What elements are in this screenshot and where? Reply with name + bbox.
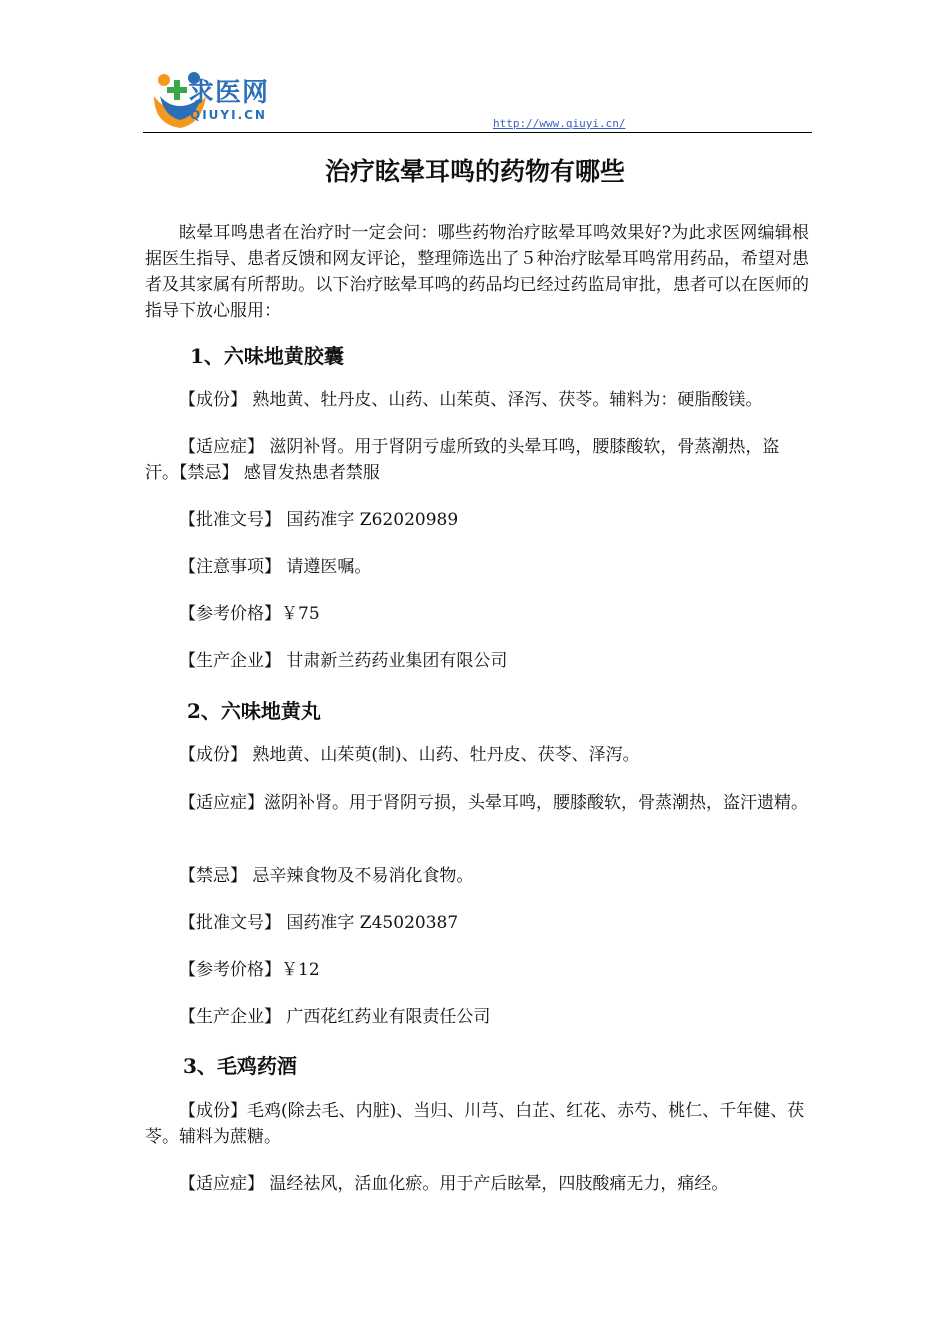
intro-paragraph: 眩晕耳鸣患者在治疗时一定会问：哪些药物治疗眩晕耳鸣效果好?为此求医网编辑根据医生指导、患者反馈和网友评论，整理筛选出了５种治疗眩晕耳鸣常用药品，希望对患者及其家属有所帮助。以下治疗眩晕耳鸣的药品均已经过药监局审批，患者可以在医师的指导下放心服用： [145,223,809,321]
site-url-link[interactable]: http://www.qiuyi.cn/ [493,117,626,130]
logo-name: 求医网 [188,78,270,108]
section-1-price: 【参考价格】￥75 [179,604,320,624]
section-heading-2: 2、六味地黄丸 [187,699,321,723]
header-divider [143,132,812,133]
section-2-manufacturer: 【生产企业】 广西花红药业有限责任公司 [179,1007,491,1027]
section-2-contraindications: 【禁忌】 忌辛辣食物及不易消化食物。 [179,866,474,886]
section-2-price: 【参考价格】￥12 [179,960,320,980]
section-heading-1: 1、六味地黄胶囊 [190,344,344,368]
section-3-indications: 【适应症】 温经祛风，活血化瘀。用于产后眩晕，四肢酸痛无力，痛经。 [179,1174,729,1194]
section-1-approval: 【批准文号】 国药准字 Z62020989 [179,510,459,530]
logo-subtitle: QIUYI.CN [190,108,267,122]
section-2-indications: 【适应症】滋阴补肾。用于肾阴亏损，头晕耳鸣，腰膝酸软，骨蒸潮热，盗汗遗精。 [179,793,808,813]
section-1-manufacturer: 【生产企业】 甘肃新兰药药业集团有限公司 [179,651,508,671]
section-1-ingredients: 【成份】 熟地黄、牡丹皮、山药、山茱萸、泽泻、茯苓。辅料为：硬脂酸镁。 [179,390,763,410]
section-1-indications: 【适应症】 滋阴补肾。用于肾阴亏虚所致的头晕耳鸣，腰膝酸软，骨蒸潮热，盗汗。【禁忌】 感冒发热患者禁服 [145,437,780,483]
page-title: 治疗眩晕耳鸣的药物有哪些 [324,157,625,186]
section-3-ingredients: 【成份】毛鸡(除去毛、内脏)、当归、川芎、白芷、红花、赤芍、桃仁、千年健、茯苓。辅料为蔗糖。 [145,1101,805,1147]
section-1-notes: 【注意事项】 请遵医嘱。 [179,557,372,577]
section-2-ingredients: 【成份】 熟地黄、山茱萸(制)、山药、牡丹皮、茯苓、泽泻。 [179,745,640,765]
section-2-approval: 【批准文号】 国药准字 Z45020387 [179,913,459,933]
section-heading-3: 3、毛鸡药酒 [183,1054,297,1078]
